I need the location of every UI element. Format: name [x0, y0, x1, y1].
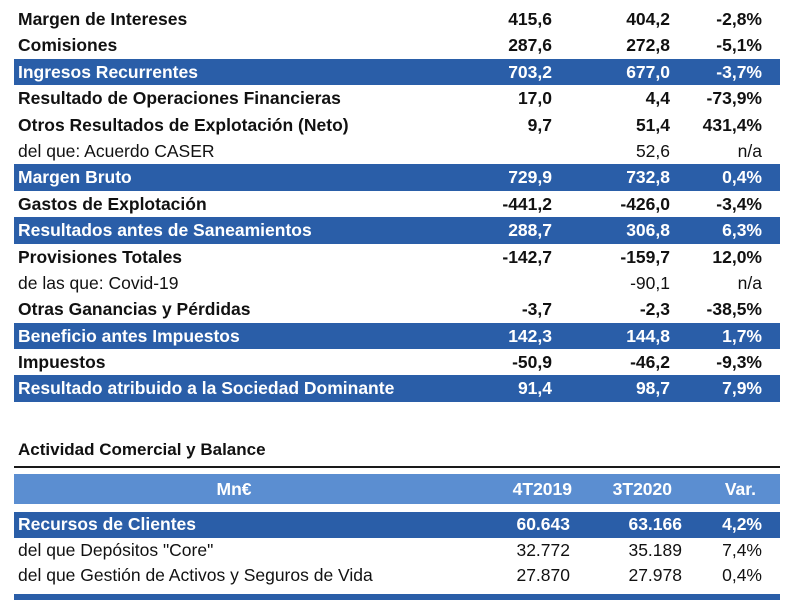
- value-curr: -2,3: [639, 299, 670, 320]
- table-row-highlight: [14, 375, 780, 401]
- value-curr: 98,7: [635, 378, 670, 399]
- value-var: 0,4%: [722, 565, 762, 585]
- value-var: -5,1%: [716, 35, 762, 56]
- table-row: [14, 138, 780, 164]
- value-prev: -441,2: [502, 193, 552, 214]
- value-var: 6,3%: [722, 220, 762, 241]
- row-label: Margen Bruto: [18, 167, 132, 188]
- value-curr: 306,8: [626, 220, 670, 241]
- table-row: [14, 296, 780, 322]
- row-label: de las que: Covid-19: [18, 272, 179, 293]
- row-label: Otros Resultados de Explotación (Neto): [18, 114, 349, 135]
- value-prev: 27.870: [516, 565, 570, 585]
- value-prev: -50,9: [512, 352, 552, 373]
- value-prev: 415,6: [508, 9, 552, 29]
- value-prev: 287,6: [508, 35, 552, 56]
- table-row: [14, 538, 780, 564]
- section-title: Actividad Comercial y Balance: [18, 440, 266, 459]
- value-curr: 732,8: [626, 167, 670, 188]
- value-curr: 144,8: [626, 325, 670, 346]
- row-label: Resultados antes de Saneamientos: [18, 220, 312, 241]
- value-var: 12,0%: [712, 246, 762, 267]
- row-label: del que Gestión de Activos y Seguros de Vida: [18, 565, 373, 585]
- table-row-highlight: [14, 59, 780, 85]
- value-var: -73,9%: [706, 88, 762, 109]
- value-prev: -3,7: [521, 299, 552, 320]
- value-curr: 52,6: [635, 140, 670, 161]
- table-row-highlight-cut: [14, 594, 780, 600]
- value-prev: 91,4: [517, 378, 552, 399]
- value-curr: 404,2: [626, 9, 670, 29]
- value-prev: 703,2: [508, 61, 552, 82]
- table-row: [14, 191, 780, 217]
- value-var: -3,7%: [716, 61, 762, 82]
- table-header: [14, 474, 780, 504]
- value-curr: 63.166: [628, 514, 682, 534]
- row-label: Gastos de Explotación: [18, 193, 207, 214]
- value-prev: 60.643: [516, 514, 570, 534]
- value-curr: 677,0: [626, 61, 670, 82]
- value-curr: -90,1: [630, 272, 670, 293]
- value-var: 1,7%: [722, 325, 762, 346]
- value-curr: 272,8: [626, 35, 670, 56]
- value-var: -38,5%: [706, 299, 762, 320]
- row-label: Ingresos Recurrentes: [18, 61, 198, 82]
- income-statement-table: [14, 0, 780, 402]
- table-row: [14, 563, 780, 589]
- value-curr: -159,7: [620, 246, 670, 267]
- value-prev: 9,7: [527, 114, 552, 135]
- row-label: Recursos de Clientes: [18, 514, 196, 534]
- row-label: Resultado de Operaciones Financieras: [18, 88, 341, 109]
- header-unit: Mn€: [216, 479, 252, 499]
- value-var: 7,4%: [722, 539, 762, 560]
- table-row-highlight: [14, 323, 780, 349]
- header-col-var: Var.: [724, 479, 756, 499]
- table-row-highlight: [14, 217, 780, 243]
- value-prev: 729,9: [508, 167, 552, 188]
- value-var: 7,9%: [722, 378, 762, 399]
- row-label: Otras Ganancias y Pérdidas: [18, 299, 251, 320]
- table-row: [14, 6, 780, 32]
- value-var: 4,2%: [722, 514, 762, 534]
- header-col-curr: 3T2020: [612, 479, 672, 499]
- value-prev: -142,7: [502, 246, 552, 267]
- table-row-highlight: [14, 512, 780, 538]
- header-col-prev: 4T2019: [512, 479, 572, 499]
- row-label: del que Depósitos "Core": [18, 539, 214, 560]
- value-var: 0,4%: [722, 167, 762, 188]
- table-row: [14, 85, 780, 111]
- value-prev: 142,3: [508, 325, 552, 346]
- table-row: [14, 244, 780, 270]
- row-label: Provisiones Totales: [18, 246, 183, 267]
- table-row: [14, 349, 780, 375]
- value-prev: 32.772: [516, 539, 570, 560]
- table-row-highlight: [14, 164, 780, 190]
- value-var: 431,4%: [702, 114, 762, 135]
- table-row: [14, 112, 780, 138]
- value-curr: -46,2: [630, 352, 670, 373]
- row-label: Margen de Intereses: [18, 9, 188, 29]
- row-label: Beneficio antes Impuestos: [18, 325, 240, 346]
- value-var: -2,8%: [716, 9, 762, 29]
- row-label: del que: Acuerdo CASER: [18, 140, 215, 161]
- row-label: Comisiones: [18, 35, 118, 56]
- section-divider: [14, 466, 780, 468]
- table-row: [14, 32, 780, 58]
- row-label: Impuestos: [18, 352, 106, 373]
- value-var: n/a: [737, 272, 762, 293]
- value-var: -3,4%: [716, 193, 762, 214]
- spacer: [14, 504, 780, 512]
- value-var: n/a: [737, 140, 762, 161]
- value-curr: 4,4: [645, 88, 670, 109]
- value-var: -9,3%: [716, 352, 762, 373]
- value-prev: 288,7: [508, 220, 552, 241]
- value-prev: 17,0: [517, 88, 552, 109]
- value-curr: 51,4: [635, 114, 670, 135]
- value-curr: 27.978: [628, 565, 682, 585]
- row-label: Resultado atribuido a la Sociedad Dominante: [18, 378, 395, 399]
- value-curr: 35.189: [628, 539, 682, 560]
- value-curr: -426,0: [620, 193, 670, 214]
- table-row: [14, 270, 780, 296]
- commercial-table: [14, 474, 780, 589]
